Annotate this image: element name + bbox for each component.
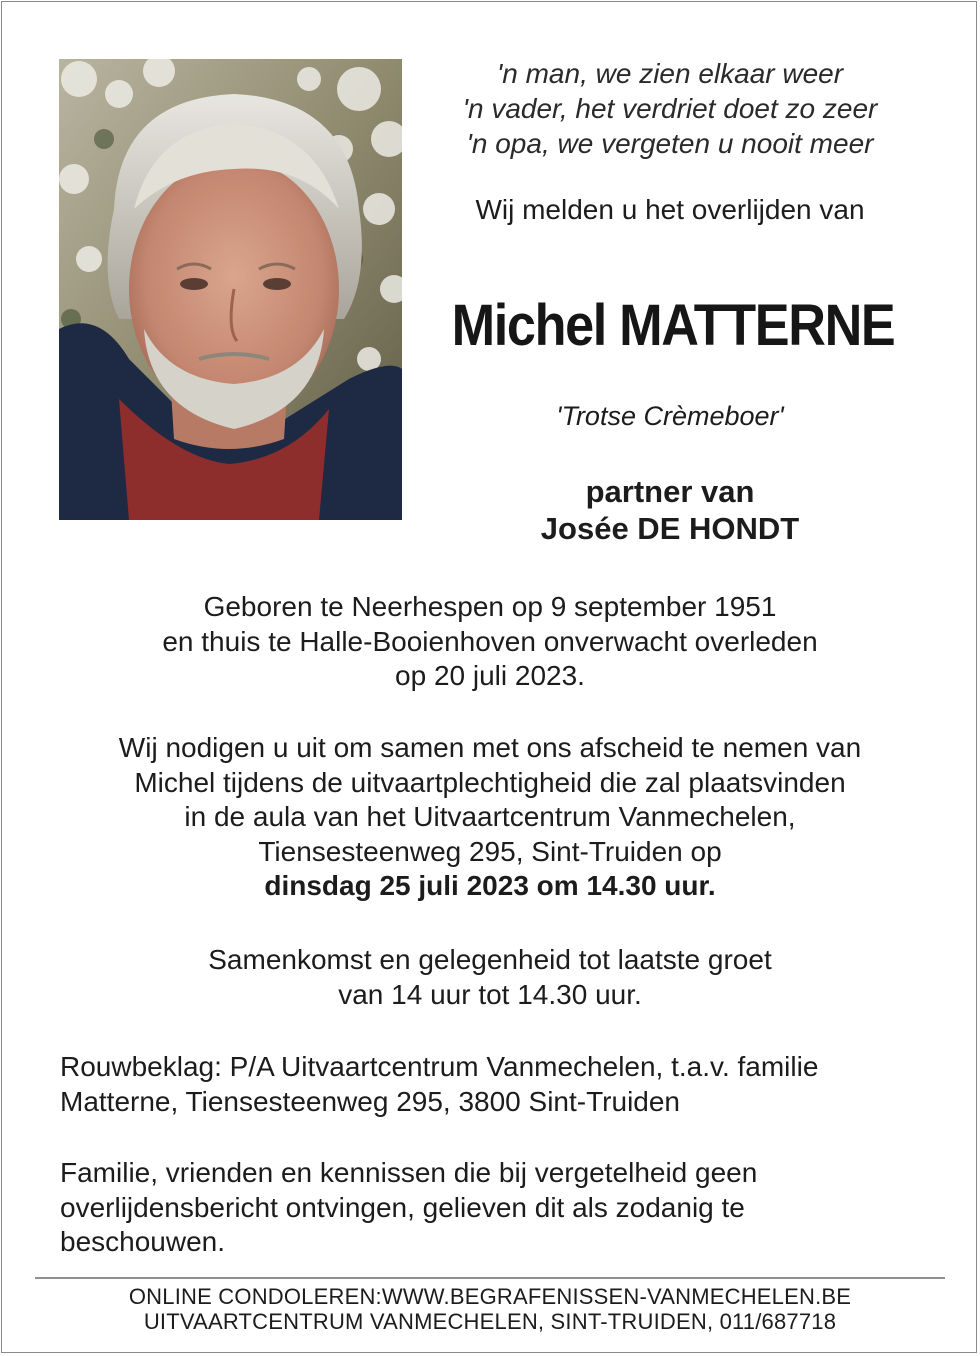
text-line: Familie, vrienden en kennissen die bij vergetelheid geen bbox=[60, 1157, 758, 1188]
text-line: overlijdensbericht ontvingen, gelieven dit als zodanig te bbox=[60, 1191, 745, 1223]
deceased-name: Michel MATTERNE bbox=[451, 293, 895, 358]
family-note bbox=[60, 1156, 940, 1260]
footer-divider bbox=[35, 1277, 945, 1279]
text-line: in de aula van het Uitvaartcentrum Vanmechelen, bbox=[184, 801, 796, 832]
poem-line: 'n man, we zien elkaar weer bbox=[496, 58, 844, 89]
text-line: op 20 juli 2023. bbox=[395, 660, 585, 691]
funeral-invitation bbox=[40, 731, 940, 904]
text-line: Michel tijdens de uitvaartplechtigheid die zal plaatsvinden bbox=[134, 766, 846, 798]
gathering-details bbox=[40, 943, 940, 1012]
text-line: Samenkomst en gelegenheid tot laatste groet bbox=[208, 944, 772, 975]
text-line: van 14 uur tot 14.30 uur. bbox=[338, 978, 642, 1010]
text-line: Tiensesteenweg 295, Sint-Truiden op bbox=[258, 835, 722, 867]
poem bbox=[430, 56, 910, 161]
poem-line: 'n vader, het verdriet doet zo zeer bbox=[462, 93, 878, 124]
partner-block bbox=[430, 473, 910, 547]
text-line: Rouwbeklag: P/A Uitvaartcentrum Vanmechelen, t.a.v. familie bbox=[60, 1051, 819, 1082]
footer-condolence-link[interactable]: ONLINE CONDOLEREN:WWW.BEGRAFENISSEN-VANMECHELEN.BE bbox=[128, 1284, 852, 1309]
funeral-date: dinsdag 25 juli 2023 om 14.30 uur. bbox=[264, 870, 716, 901]
text-line: Wij nodigen u uit om samen met ons afscheid te nemen van bbox=[118, 732, 862, 763]
text-line: Geboren te Neerhespen op 9 september 1951 bbox=[203, 591, 777, 622]
text-line: en thuis te Halle-Booienhoven onverwacht overleden bbox=[162, 625, 818, 657]
poem-line: 'n opa, we vergeten u nooit meer bbox=[466, 128, 874, 159]
death-announcement: Wij melden u het overlijden van bbox=[475, 194, 865, 225]
portrait-photo bbox=[59, 59, 402, 520]
partner-label: partner van bbox=[585, 474, 755, 509]
partner-name: Josée DE HONDT bbox=[540, 511, 800, 546]
birth-death-details bbox=[40, 590, 940, 694]
text-line: Matterne, Tiensesteenweg 295, 3800 Sint-Truiden bbox=[60, 1085, 681, 1117]
footer bbox=[40, 1284, 940, 1334]
footer-contact: UITVAARTCENTRUM VANMECHELEN, SINT-TRUIDEN, 011/687718 bbox=[143, 1309, 837, 1334]
condolence-address bbox=[60, 1050, 940, 1119]
text-line: beschouwen. bbox=[60, 1226, 226, 1257]
deceased-nickname: 'Trotse Crèmeboer' bbox=[556, 401, 784, 431]
